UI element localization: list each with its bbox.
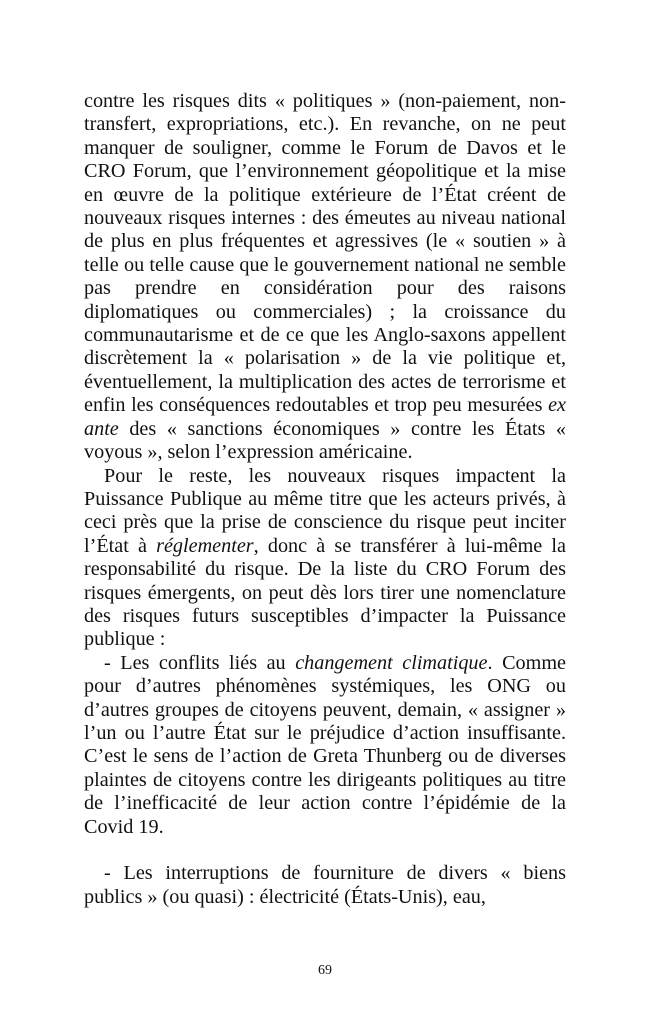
paragraph-spacer: [84, 839, 566, 862]
page-body: [84, 90, 566, 909]
paragraph-text: Pour le reste, les nouveaux risques impactent la Puissance Publique au même titre que les acteurs privés, à ceci près que la prise de conscience du risque peut inciter l’État à: [84, 464, 566, 557]
list-item-text: - Les conflits liés au: [104, 651, 296, 674]
page-number: 69: [318, 963, 332, 978]
list-item-changement-climatique: [84, 652, 566, 839]
list-item-text-end: . Comme pour d’autres phénomènes systémiques, les ONG ou d’autres groupes de citoyens peuvent, demain, « assigner » l’un ou l’autre État sur le préjudice d’action insuffisante. C’est le sens de l’action de Greta Thunberg ou de diverses plaintes de citoyens contre les dirigeants politiques au titre de l’inefficacité de leur action contre l’épidémie de la Covid 19.: [84, 651, 566, 838]
paragraph-text-end: , donc à se transférer à lui-même la responsabilité du risque. De la liste du CRO Forum des risques émergents, on peut dès lors tirer une nomenclature des risques futurs susceptibles d’impacter la Puissance publique :: [84, 534, 566, 651]
paragraph-risques-internes: [84, 90, 566, 465]
list-item-biens-publics: [84, 862, 566, 909]
list-item-text: - Les interruptions de fourniture de divers « biens publics » (ou quasi) : électricité (États-Unis), eau,: [84, 862, 566, 908]
paragraph-nouveaux-risques: [84, 465, 566, 652]
italic-term-changement-climatique: changement climatique: [295, 651, 488, 674]
paragraph-text-end: des « sanctions économiques » contre les États « voyous », selon l’expression américaine.: [84, 417, 566, 464]
paragraph-text: contre les risques dits « politiques » (non-paiement, non-transfert, expropriations, etc.). En revanche, on ne peut manquer de souligner, comme le Forum de Davos et le CRO Forum, que l’environnement géopolitique et la mise en œuvre de la politique extérieure de l’État créent de nouveaux risques internes : des émeutes au niveau national de plus en plus fréquentes et agressives (le « soutien » à telle ou telle cause que le gouvernement national ne semble pas prendre en considération pour des raisons diplomatiques ou commerciales) ; la croissance du communautarisme et de ce que les Anglo-saxons appellent discrètement la « polarisation » de la vie politique et, éventuellement, la multiplication des actes de terrorisme et enfin les conséquences redoutables et trop peu mesurées: [84, 90, 566, 417]
italic-term-reglementer: réglementer: [156, 534, 254, 557]
italic-term-ex-ante: ex ante: [84, 394, 566, 440]
